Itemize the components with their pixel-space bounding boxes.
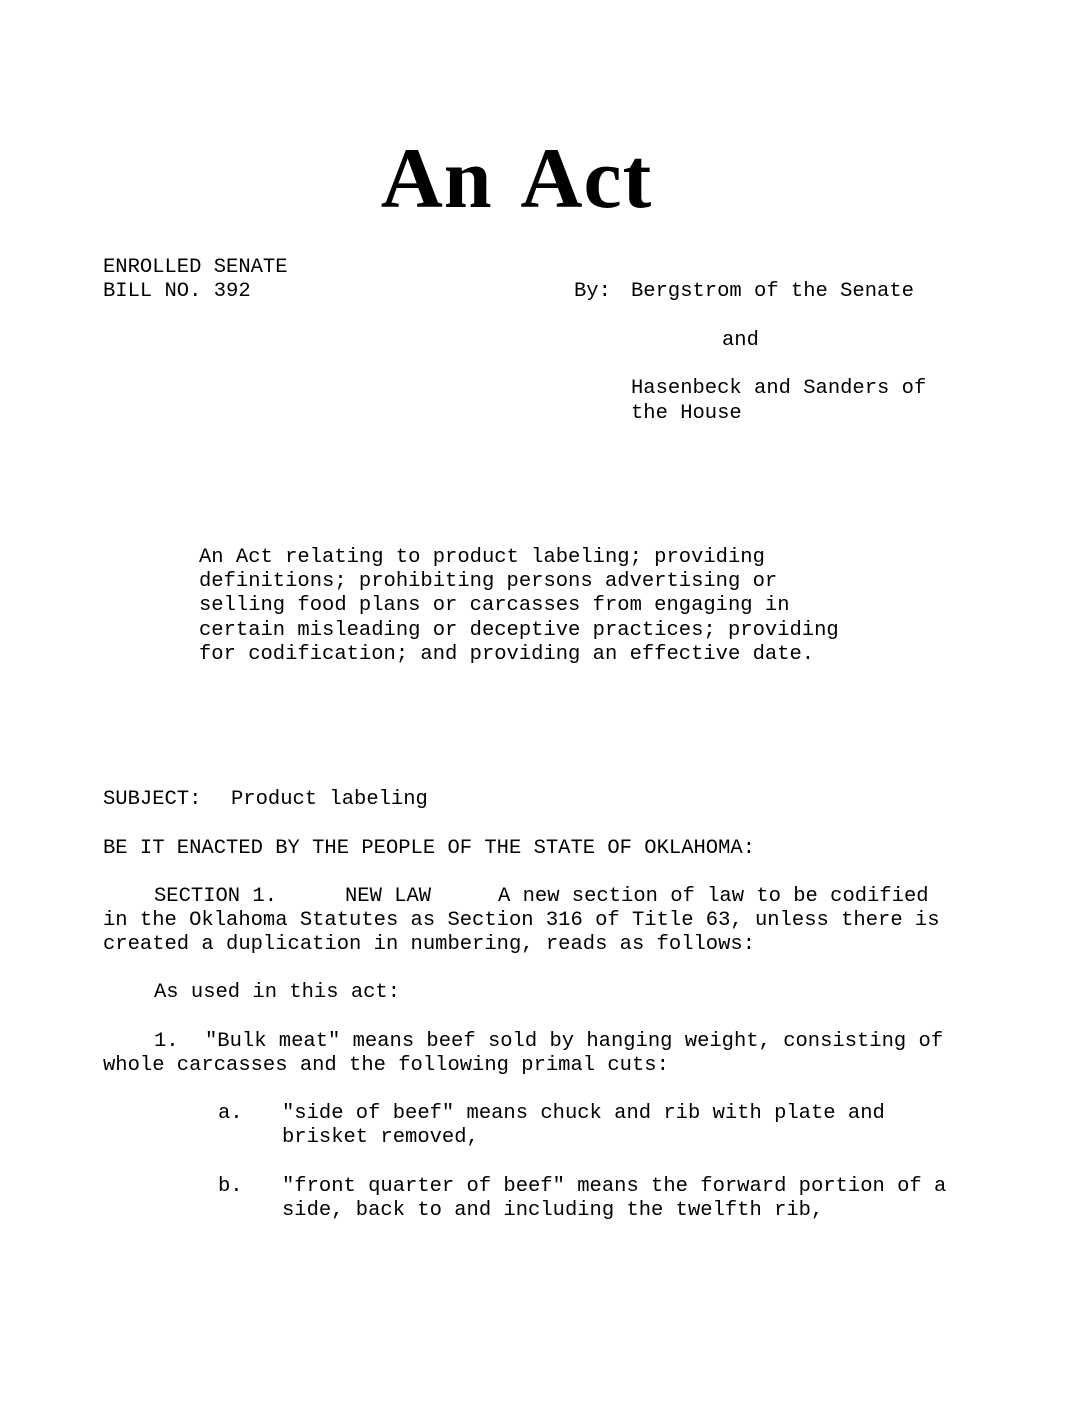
- subitem-text-line: "front quarter of beef" means the forward portion of a: [282, 1175, 947, 1198]
- enacting-clause: BE IT ENACTED BY THE PEOPLE OF THE STATE OF OKLAHOMA:: [103, 837, 756, 860]
- subitem-letter: a.: [218, 1102, 243, 1125]
- bill-number: BILL NO. 392: [103, 280, 251, 303]
- author-conjunction: and: [722, 329, 759, 352]
- definition-text-line: "Bulk meat" means beef sold by hanging weight, consisting of: [205, 1030, 944, 1053]
- senate-author: Bergstrom of the Senate: [631, 280, 914, 303]
- section-type: NEW LAW: [345, 885, 432, 908]
- subject-label: SUBJECT:: [103, 788, 202, 811]
- subitem-text-line: brisket removed,: [282, 1126, 479, 1149]
- summary-line: An Act relating to product labeling; providing: [199, 546, 765, 569]
- summary-line: definitions; prohibiting persons advertising or: [199, 570, 778, 593]
- definition-number: 1.: [154, 1030, 179, 1053]
- bill-designation-line1: ENROLLED SENATE: [103, 256, 288, 279]
- subject-value: Product labeling: [231, 788, 428, 811]
- summary-line: certain misleading or deceptive practices; providing: [199, 619, 839, 642]
- subitem-text-line: side, back to and including the twelfth rib,: [282, 1199, 824, 1222]
- document-title: An Act: [380, 130, 653, 226]
- section-label: SECTION 1.: [154, 885, 278, 908]
- summary-line: for codification; and providing an effective date.: [199, 643, 815, 666]
- by-label: By:: [574, 280, 611, 303]
- section-text-line: A new section of law to be codified: [498, 885, 929, 908]
- section-text-line: created a duplication in numbering, reads as follows:: [103, 933, 756, 956]
- house-authors-line1: Hasenbeck and Sanders of: [631, 377, 927, 400]
- subitem-letter: b.: [218, 1175, 243, 1198]
- as-used-intro: As used in this act:: [154, 981, 401, 1004]
- summary-line: selling food plans or carcasses from engaging in: [199, 594, 790, 617]
- section-text-line: in the Oklahoma Statutes as Section 316 of Title 63, unless there is: [103, 909, 940, 932]
- house-authors-line2: the House: [631, 402, 742, 425]
- subitem-text-line: "side of beef" means chuck and rib with plate and: [282, 1102, 885, 1125]
- definition-text-line: whole carcasses and the following primal cuts:: [103, 1054, 669, 1077]
